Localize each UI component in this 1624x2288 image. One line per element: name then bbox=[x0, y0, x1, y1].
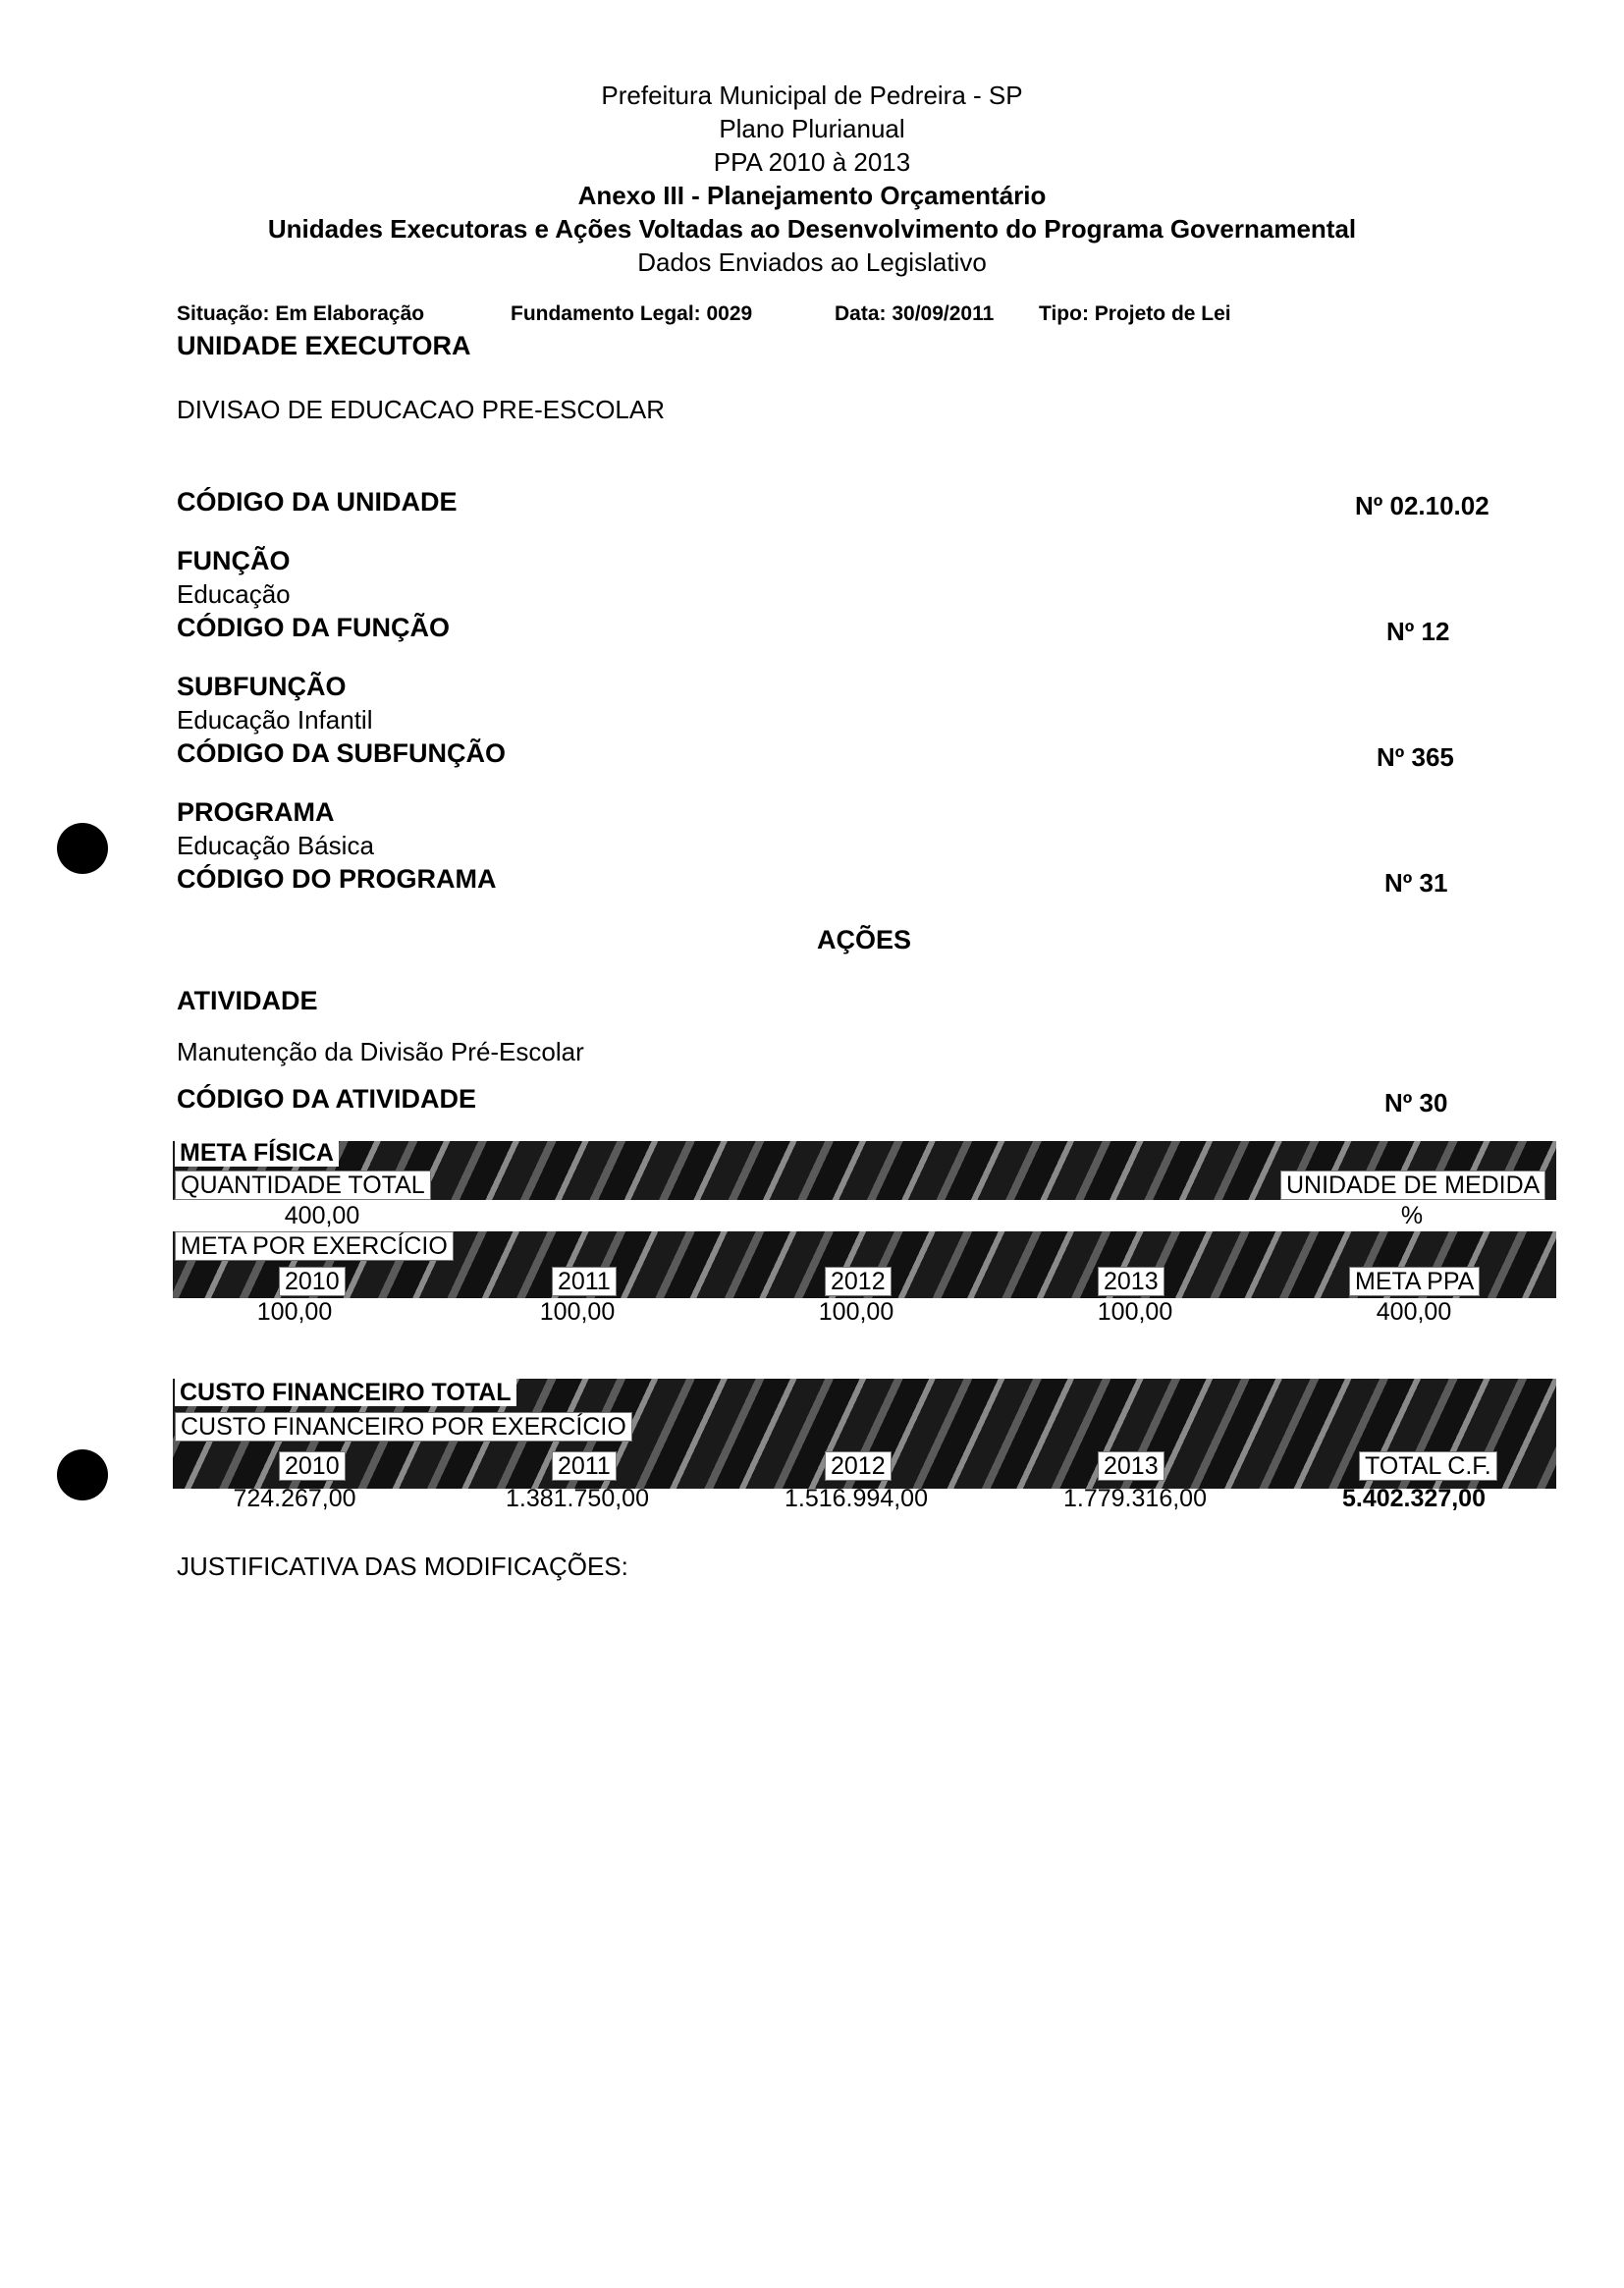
header-line-3: PPA 2010 à 2013 bbox=[713, 147, 911, 177]
programa-code-label: CÓDIGO DO PROGRAMA bbox=[177, 864, 497, 894]
header-line-5: Unidades Executoras e Ações Voltadas ao Desenvolvimento do Programa Governamental bbox=[267, 214, 1357, 244]
custo-value-2013: 1.779.316,00 bbox=[1063, 1485, 1207, 1512]
custo-value-2011: 1.381.750,00 bbox=[506, 1485, 649, 1512]
unidade-code-label: CÓDIGO DA UNIDADE bbox=[177, 487, 458, 517]
meta-year-2011: 2011 bbox=[552, 1267, 617, 1296]
situacao-text: Situação: Em Elaboração bbox=[177, 302, 425, 325]
justificativa-label: JUSTIFICATIVA DAS MODIFICAÇÕES: bbox=[177, 1552, 628, 1581]
meta-ppa-label: META PPA bbox=[1349, 1267, 1480, 1296]
funcao-heading: FUNÇÃO bbox=[177, 546, 291, 575]
subfuncao-heading: SUBFUNÇÃO bbox=[177, 672, 347, 701]
meta-value-2010: 100,00 bbox=[256, 1298, 333, 1326]
meta-value-2011: 100,00 bbox=[539, 1298, 616, 1326]
meta-value-2013: 100,00 bbox=[1097, 1298, 1173, 1326]
header-line-6: Dados Enviados ao Legislativo bbox=[637, 247, 987, 277]
unidade-name: DIVISAO DE EDUCACAO PRE-ESCOLAR bbox=[177, 395, 665, 424]
custo-year-2012: 2012 bbox=[825, 1451, 892, 1481]
unidade-heading: UNIDADE EXECUTORA bbox=[177, 331, 471, 360]
punch-hole-top bbox=[57, 823, 108, 874]
subfuncao-code-label: CÓDIGO DA SUBFUNÇÃO bbox=[177, 738, 506, 768]
subfuncao-name: Educação Infantil bbox=[177, 705, 373, 735]
custo-total-value: 5.402.327,00 bbox=[1342, 1485, 1486, 1512]
custo-total-title: CUSTO FINANCEIRO TOTAL bbox=[175, 1379, 516, 1406]
unidade-medida-value: % bbox=[1400, 1202, 1424, 1229]
meta-year-2010: 2010 bbox=[279, 1267, 346, 1296]
meta-year-2013: 2013 bbox=[1098, 1267, 1164, 1296]
meta-value-2012: 100,00 bbox=[818, 1298, 894, 1326]
custo-year-2013: 2013 bbox=[1098, 1451, 1164, 1481]
punch-hole-bottom bbox=[57, 1449, 108, 1500]
unidade-medida-label: UNIDADE DE MEDIDA bbox=[1280, 1171, 1545, 1200]
acoes-title: AÇÕES bbox=[817, 925, 912, 954]
programa-code: Nº 31 bbox=[1384, 868, 1448, 898]
unidade-code: Nº 02.10.02 bbox=[1355, 491, 1489, 520]
subfuncao-code: Nº 365 bbox=[1377, 742, 1454, 772]
custo-value-2012: 1.516.994,00 bbox=[785, 1485, 928, 1512]
custo-total-label: TOTAL C.F. bbox=[1359, 1451, 1497, 1481]
funcao-code-label: CÓDIGO DA FUNÇÃO bbox=[177, 613, 450, 642]
fundamento-text: Fundamento Legal: 0029 bbox=[511, 302, 753, 325]
atividade-code: Nº 30 bbox=[1384, 1088, 1448, 1117]
meta-ppa-value: 400,00 bbox=[1376, 1298, 1452, 1326]
tipo-text: Tipo: Projeto de Lei bbox=[1039, 302, 1231, 325]
atividade-code-label: CÓDIGO DA ATIVIDADE bbox=[177, 1084, 477, 1114]
header-line-4: Anexo III - Planejamento Orçamentário bbox=[577, 181, 1047, 210]
quantidade-total-value: 400,00 bbox=[284, 1202, 360, 1229]
header-line-2: Plano Plurianual bbox=[719, 114, 905, 143]
meta-por-exercicio-label: META POR EXERCÍCIO bbox=[175, 1231, 454, 1261]
atividade-name: Manutenção da Divisão Pré-Escolar bbox=[177, 1037, 584, 1066]
programa-name: Educação Básica bbox=[177, 831, 374, 860]
programa-heading: PROGRAMA bbox=[177, 797, 335, 827]
funcao-code: Nº 12 bbox=[1386, 617, 1450, 646]
custo-year-2011: 2011 bbox=[552, 1451, 617, 1481]
atividade-heading: ATIVIDADE bbox=[177, 986, 318, 1015]
funcao-name: Educação bbox=[177, 579, 291, 609]
meta-fisica-title: META FÍSICA bbox=[175, 1139, 339, 1167]
custo-year-2010: 2010 bbox=[279, 1451, 346, 1481]
custo-por-exercicio-label: CUSTO FINANCEIRO POR EXERCÍCIO bbox=[175, 1412, 632, 1442]
quantidade-total-label: QUANTIDADE TOTAL bbox=[175, 1171, 431, 1200]
meta-year-2012: 2012 bbox=[825, 1267, 892, 1296]
header-line-1: Prefeitura Municipal de Pedreira - SP bbox=[601, 81, 1023, 110]
custo-value-2010: 724.267,00 bbox=[233, 1485, 356, 1512]
data-text: Data: 30/09/2011 bbox=[835, 302, 995, 325]
